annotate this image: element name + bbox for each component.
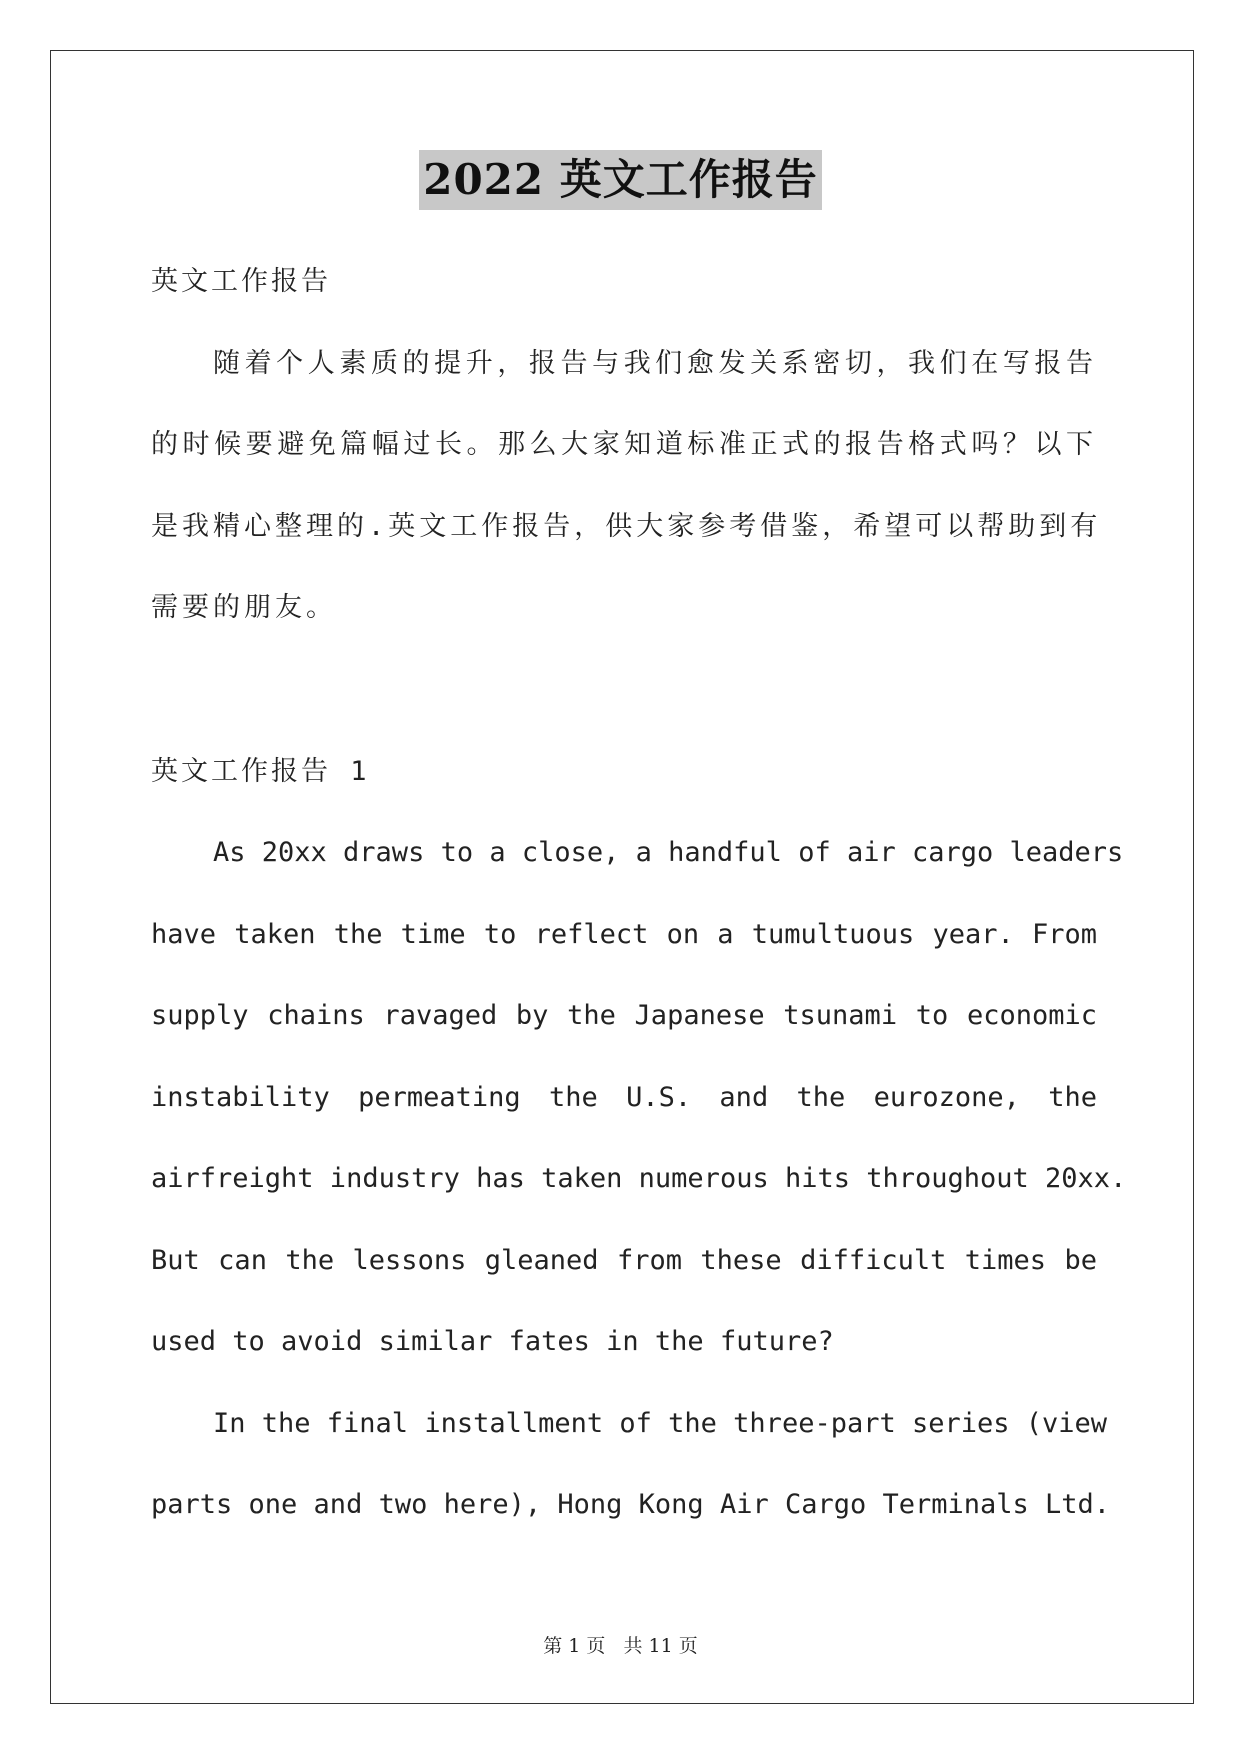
document-title [0, 150, 1241, 210]
body-line-6: But can the lessons gleaned from these difficult times be [151, 1244, 1097, 1276]
paragraph-gap [151, 670, 1097, 752]
body-line-1: As 20xx draws to a close, a handful of air cargo leaders [213, 837, 1124, 868]
section-heading: 英文工作报告 1 [151, 755, 370, 787]
body-line-9: parts one and two here), Hong Kong Air Cargo Terminals Ltd. [151, 1489, 1111, 1520]
body-line-4: instability permeating the U.S. and the eurozone, the [151, 1081, 1097, 1113]
page-number: 第 1 页 共 11 页 [543, 1635, 698, 1657]
body-line-5: airfreight industry has taken numerous hits throughout 20xx. [151, 1163, 1127, 1194]
intro-line-3: 是我精心整理的.英文工作报告，供大家参考借鉴，希望可以帮助到有 [151, 510, 1102, 542]
document-title-text: 2022 英文工作报告 [419, 150, 822, 210]
intro-line-1: 随着个人素质的提升，报告与我们愈发关系密切，我们在写报告 [213, 347, 1097, 379]
document-subtitle: 英文工作报告 [151, 266, 331, 297]
body-line-7: used to avoid similar fates in the future? [151, 1326, 834, 1357]
document-body [151, 262, 1127, 1567]
body-line-3: supply chains ravaged by the Japanese tsunami to economic [151, 1000, 1097, 1031]
body-line-8: In the final installment of the three-part series (view [213, 1407, 1108, 1439]
body-line-2: have taken the time to reflect on a tumultuous year. From [151, 918, 1097, 950]
intro-line-2: 的时候要避免篇幅过长。那么大家知道标准正式的报告格式吗？以下 [151, 429, 1097, 460]
intro-line-4: 需要的朋友。 [151, 592, 337, 623]
